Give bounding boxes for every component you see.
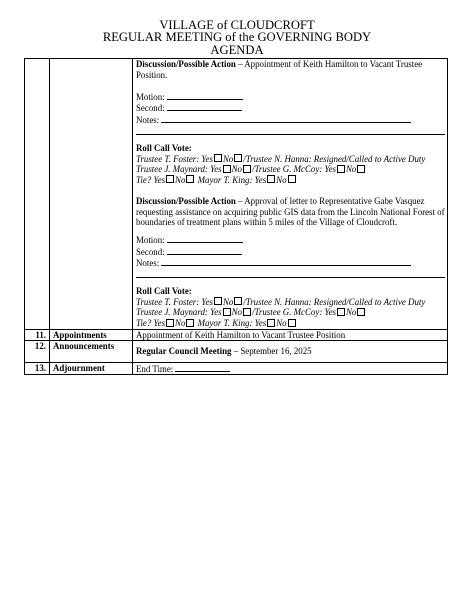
row-number: 11.	[25, 329, 50, 341]
checkbox-icon[interactable]	[223, 165, 231, 173]
motion-line	[136, 234, 447, 246]
motion-blank	[167, 234, 243, 243]
action-label: Discussion/Possible Action	[136, 59, 236, 69]
action-text: – Approval of letter to Representative Gabe Vasquez requesting assistance on acquiring public GIS data from the Lincoln National Forest of boundaries of treatment plans within 5 miles of the Village of Cloudcroft.	[136, 196, 445, 228]
agenda-row-adjournment	[25, 362, 448, 375]
notes-blank	[161, 257, 411, 266]
agenda-title: AGENDA	[210, 42, 264, 57]
agenda-row-appointments	[25, 329, 448, 341]
checkbox-icon[interactable]	[223, 308, 231, 316]
row-number: 12.	[25, 341, 50, 363]
announcements-cell	[133, 341, 448, 363]
roll-call-title: Roll Call Vote:	[136, 143, 192, 154]
motion-label: Motion:	[136, 234, 165, 245]
motion-line	[136, 91, 447, 103]
agenda-header	[0, 19, 474, 56]
vote-line-1: Trustee T. Foster: Yes No /Trustee N. Hanna: Resigned/Called to Active Duty	[136, 153, 426, 164]
roll-call-title: Roll Call Vote:	[136, 286, 192, 297]
checkbox-icon[interactable]	[337, 308, 345, 316]
row-number-cell	[25, 59, 50, 330]
agenda-table	[24, 58, 448, 375]
notes-blank	[161, 114, 411, 123]
checkbox-icon[interactable]	[166, 319, 174, 327]
action-text: – Appointment of Keith Hamilton to Vacant Trustee Position.	[136, 59, 423, 80]
meeting-label: Regular Council Meeting	[136, 346, 232, 357]
vote-line-3: Tie? Yes No Mayor T. King: Yes No	[136, 175, 447, 186]
checkbox-icon[interactable]	[243, 308, 251, 316]
end-time-cell	[133, 362, 448, 375]
section-title: Appointments	[50, 329, 133, 341]
second-blank	[167, 102, 242, 111]
checkbox-icon[interactable]	[288, 319, 296, 327]
action-item-1	[136, 59, 447, 80]
checkbox-icon[interactable]	[214, 297, 222, 305]
checkbox-icon[interactable]	[166, 175, 174, 183]
notes-line	[136, 257, 447, 269]
agenda-row-announcements	[25, 341, 448, 363]
discussion-cell	[133, 59, 448, 330]
second-line	[136, 246, 447, 258]
end-time-blank	[175, 363, 230, 372]
row-number: 13.	[25, 362, 50, 375]
meeting-date: – September 16, 2025	[231, 346, 312, 357]
vote-line-1: Trustee T. Foster: Yes No /Trustee N. Hanna: Resigned/Called to Active Duty	[136, 296, 426, 307]
vote-line-3: Tie? Yes No Mayor T. King: Yes No	[136, 318, 447, 329]
appointments-text: Appointment of Keith Hamilton to Vacant Trustee Position	[133, 329, 448, 341]
section-title: Adjournment	[50, 362, 133, 375]
second-line	[136, 102, 447, 114]
notes-line	[136, 114, 447, 126]
checkbox-icon[interactable]	[267, 319, 275, 327]
section-title: Announcements	[50, 341, 133, 363]
notes-label: Notes:	[136, 114, 160, 125]
agenda-row-discussion	[25, 59, 448, 330]
meeting-title: REGULAR MEETING of the GOVERNING BODY	[102, 30, 372, 45]
vote-line-2: Trustee J. Maynard: Yes No /Trustee G. McCoy: Yes No	[136, 164, 447, 175]
second-blank	[167, 246, 242, 255]
checkbox-icon[interactable]	[214, 154, 222, 162]
checkbox-icon[interactable]	[186, 319, 194, 327]
action-label: Discussion/Possible Action	[136, 196, 236, 207]
checkbox-icon[interactable]	[234, 154, 242, 162]
checkbox-icon[interactable]	[357, 165, 365, 173]
checkbox-icon[interactable]	[288, 175, 296, 183]
second-label: Second:	[136, 246, 165, 257]
checkbox-icon[interactable]	[243, 165, 251, 173]
motion-label: Motion:	[136, 91, 165, 102]
motion-blank	[167, 91, 243, 100]
checkbox-icon[interactable]	[186, 175, 194, 183]
action-item-2	[136, 196, 447, 228]
notes-blank-2	[136, 269, 445, 278]
section-cell	[50, 59, 133, 330]
checkbox-icon[interactable]	[234, 297, 242, 305]
village-title: VILLAGE of CLOUDCROFT	[159, 18, 315, 32]
second-label: Second:	[136, 103, 165, 114]
notes-blank-2	[136, 126, 445, 135]
checkbox-icon[interactable]	[337, 165, 345, 173]
checkbox-icon[interactable]	[357, 308, 365, 316]
notes-label: Notes:	[136, 258, 160, 269]
checkbox-icon[interactable]	[267, 175, 275, 183]
end-time-label: End Time:	[136, 363, 174, 374]
vote-line-2: Trustee J. Maynard: Yes No /Trustee G. McCoy: Yes No	[136, 307, 447, 318]
